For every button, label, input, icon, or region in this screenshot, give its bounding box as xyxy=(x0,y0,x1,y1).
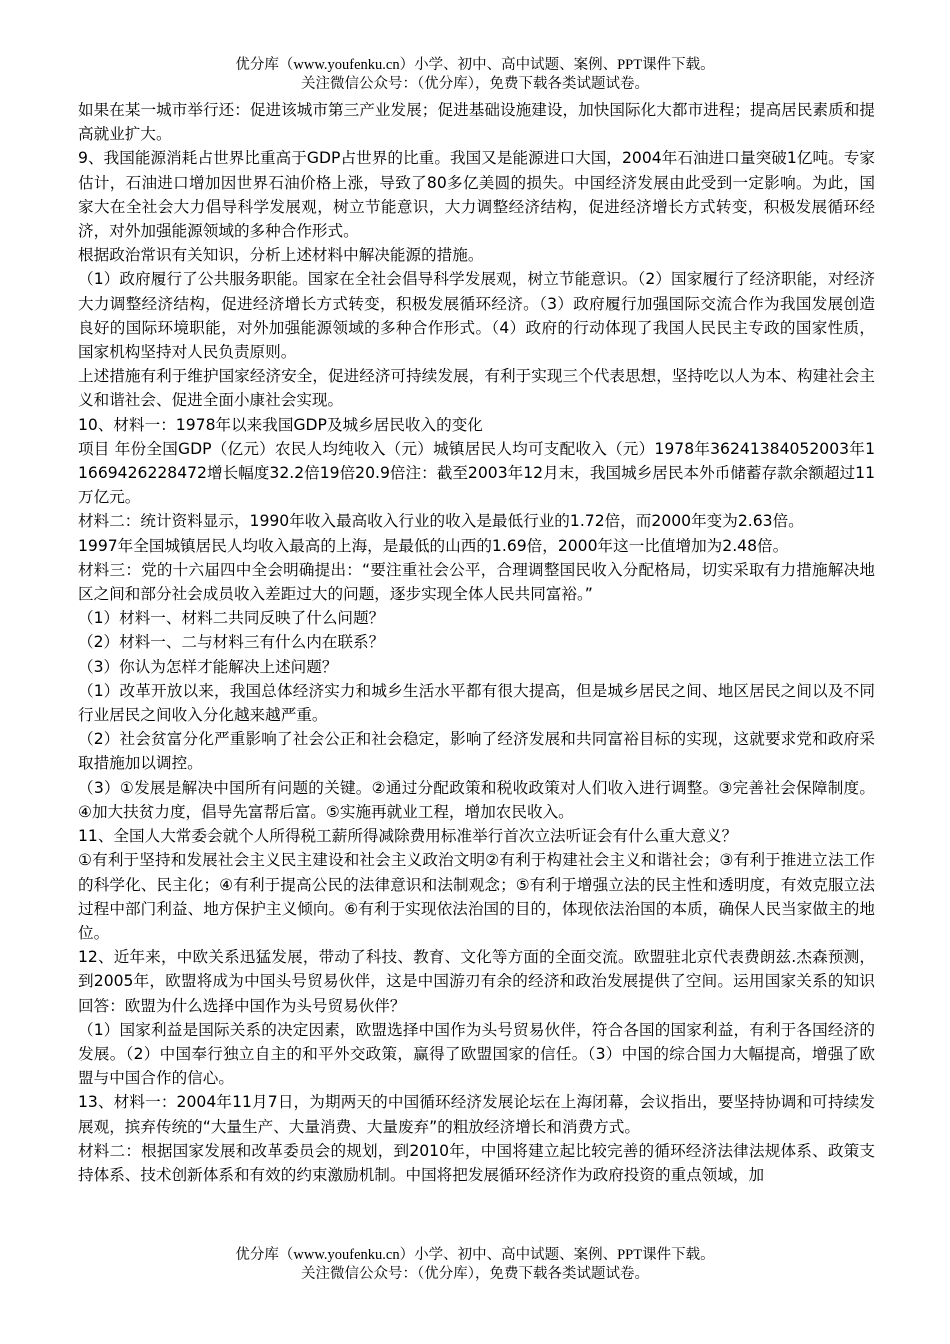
paragraph: （3）你认为怎样才能解决上述问题？ xyxy=(78,657,338,676)
paragraph: 材料三：党的十六届四中全会明确提出：“要注重社会公平，合理调整国民收入分配格局，切实采取有力措施解决地区之间和部分社会成员收入差距过大的问题，逐步实现全体人民共同富裕。” xyxy=(78,560,875,604)
document-body xyxy=(78,98,875,1187)
paragraph: 9、我国能源消耗占世界比重高于GDP占世界的比重。我国又是能源进口大国，2004年石油进口量突破1亿吨。专家估计，石油进口增加因世界石油价格上涨，导致了80多亿美圆的损失。中国经济发展由此受到一定影响。为此，国家大在全社会大力倡导科学发展观，树立节能意识，大力调整经济结构，促进经济增长方式转变，积极发展循环经济，对外加强能源领域的多种合作形式。 xyxy=(78,149,875,241)
paragraph: 12、近年来，中欧关系迅猛发展，带动了科技、教育、文化等方面的全面交流。欧盟驻北京代表费朗兹.杰森预测，到2005年，欧盟将成为中国头号贸易伙伴，这是中国游刃有余的经济和政治发展提供了空间。运用国家关系的知识回答：欧盟为什么选择中国作为头号贸易伙伴？ xyxy=(78,948,875,1015)
paragraph: （3）①发展是解决中国所有问题的关键。②通过分配政策和税收政策对人们收入进行调整。③完善社会保障制度。④加大扶贫力度，倡导先富帮后富。⑤实施再就业工程，增加农民收入。 xyxy=(78,778,875,821)
paragraph: 11、全国人大常委会就个人所得税工薪所得减除费用标准举行首次立法听证会有什么重大意义？ xyxy=(78,827,738,846)
paragraph: ①有利于坚持和发展社会主义民主建设和社会主义政治文明②有利于构建社会主义和谐社会；③有利于推进立法工作的科学化、民主化；④有利于提高公民的法律意识和法制观念；⑤有利于增强立法的民主性和透明度，有效克服立法过程中部门利益、地方保护主义倾向。⑥有利于实现依法治国的目的，体现依法治国的本质，确保人民当家做主的地位。 xyxy=(78,851,875,942)
paragraph: 如果在某一城市举行还：促进该城市第三产业发展；促进基础设施建设，加快国际化大都市进程；提高居民素质和提高就业扩大。 xyxy=(78,101,875,144)
paragraph: （2）材料一、二与材料三有什么内在联系？ xyxy=(78,633,385,652)
paragraph: 1997年全国城镇居民人均收入最高的上海，是最低的山西的1.69倍，2000年这一比值增加为2.48倍。 xyxy=(78,536,789,555)
paragraph: 13、材料一：2004年11月7日，为期两天的中国循环经济发展论坛在上海闭幕，会议指出，要坚持协调和可持续发展观，摈弃传统的“大量生产、大量消费、大量废弃”的粗放经济增长和消费方式。 xyxy=(78,1093,875,1136)
paragraph: （1）改革开放以来，我国总体经济实力和城乡生活水平都有很大提高，但是城乡居民之间、地区居民之间以及不同行业居民之间收入分化越来越严重。 xyxy=(78,681,875,725)
paragraph: （1）政府履行了公共服务职能。国家在全社会倡导科学发展观，树立节能意识。（2）国家履行了经济职能，对经济大力调整经济结构，促进经济增长方式转变，积极发展循环经济。（3）政府履行加强国际交流合作为我国发展创造良好的国际环境职能，对外加强能源领域的多种合作形式。（4）政府的行动体现了我国人民民主专政的国家性质，国家机构坚持对人民负责原则。 xyxy=(78,270,875,362)
footer-line-2: 关注微信公众号：（优分库），免费下载各类试题试卷。 xyxy=(301,1266,649,1282)
footer-line-1: 优分库（www.youfenku.cn）小学、初中、高中试题、案例、PPT课件下载。 xyxy=(235,1247,715,1263)
paragraph: 根据政治常识有关知识，分析上述材料中解决能源的措施。 xyxy=(78,246,484,265)
page-header xyxy=(0,56,950,94)
paragraph: 材料二：根据国家发展和改革委员会的规划，到2010年，中国将建立起比较完善的循环经济法律法规体系、政策支持体系、技术创新体系和有效的约束激励机制。中国将把发展循环经济作为政府投资的重点领域，加 xyxy=(78,1141,875,1184)
paragraph: （1）材料一、材料二共同反映了什么问题？ xyxy=(78,609,385,628)
paragraph: 项目 年份全国GDP（亿元）农民人均纯收入（元）城镇居民人均可支配收入（元）1978年36241384052003年11669426228472增长幅度32.2倍19倍20.9倍注：截至2003年12月末，我国城乡居民本外币储蓄存款余额超过11万亿元。 xyxy=(78,439,875,507)
paragraph: 10、材料一：1978年以来我国GDP及城乡居民收入的变化 xyxy=(78,415,483,434)
paragraph: 上述措施有利于维护国家经济安全，促进经济可持续发展，有利于实现三个代表思想，坚持吃以人为本、构建社会主义和谐社会、促进全面小康社会实现。 xyxy=(78,367,875,410)
paragraph: 材料二：统计资料显示，1990年收入最高收入行业的收入是最低行业的1.72倍，而2000年变为2.63倍。 xyxy=(78,512,804,531)
page-footer xyxy=(0,1246,950,1284)
paragraph: （2）社会贫富分化严重影响了社会公正和社会稳定，影响了经济发展和共同富裕目标的实现，这就要求党和政府采取措施加以调控。 xyxy=(78,730,875,773)
header-line-2: 关注微信公众号：（优分库），免费下载各类试题试卷。 xyxy=(301,76,649,92)
header-line-1: 优分库（www.youfenku.cn）小学、初中、高中试题、案例、PPT课件下载。 xyxy=(235,57,715,73)
paragraph: （1）国家利益是国际关系的决定因素，欧盟选择中国作为头号贸易伙伴，符合各国的国家利益，有利于各国经济的发展。（2）中国奉行独立自主的和平外交政策，赢得了欧盟国家的信任。（3）中国的综合国力大幅提高，增强了欧盟与中国合作的信心。 xyxy=(78,1020,875,1088)
